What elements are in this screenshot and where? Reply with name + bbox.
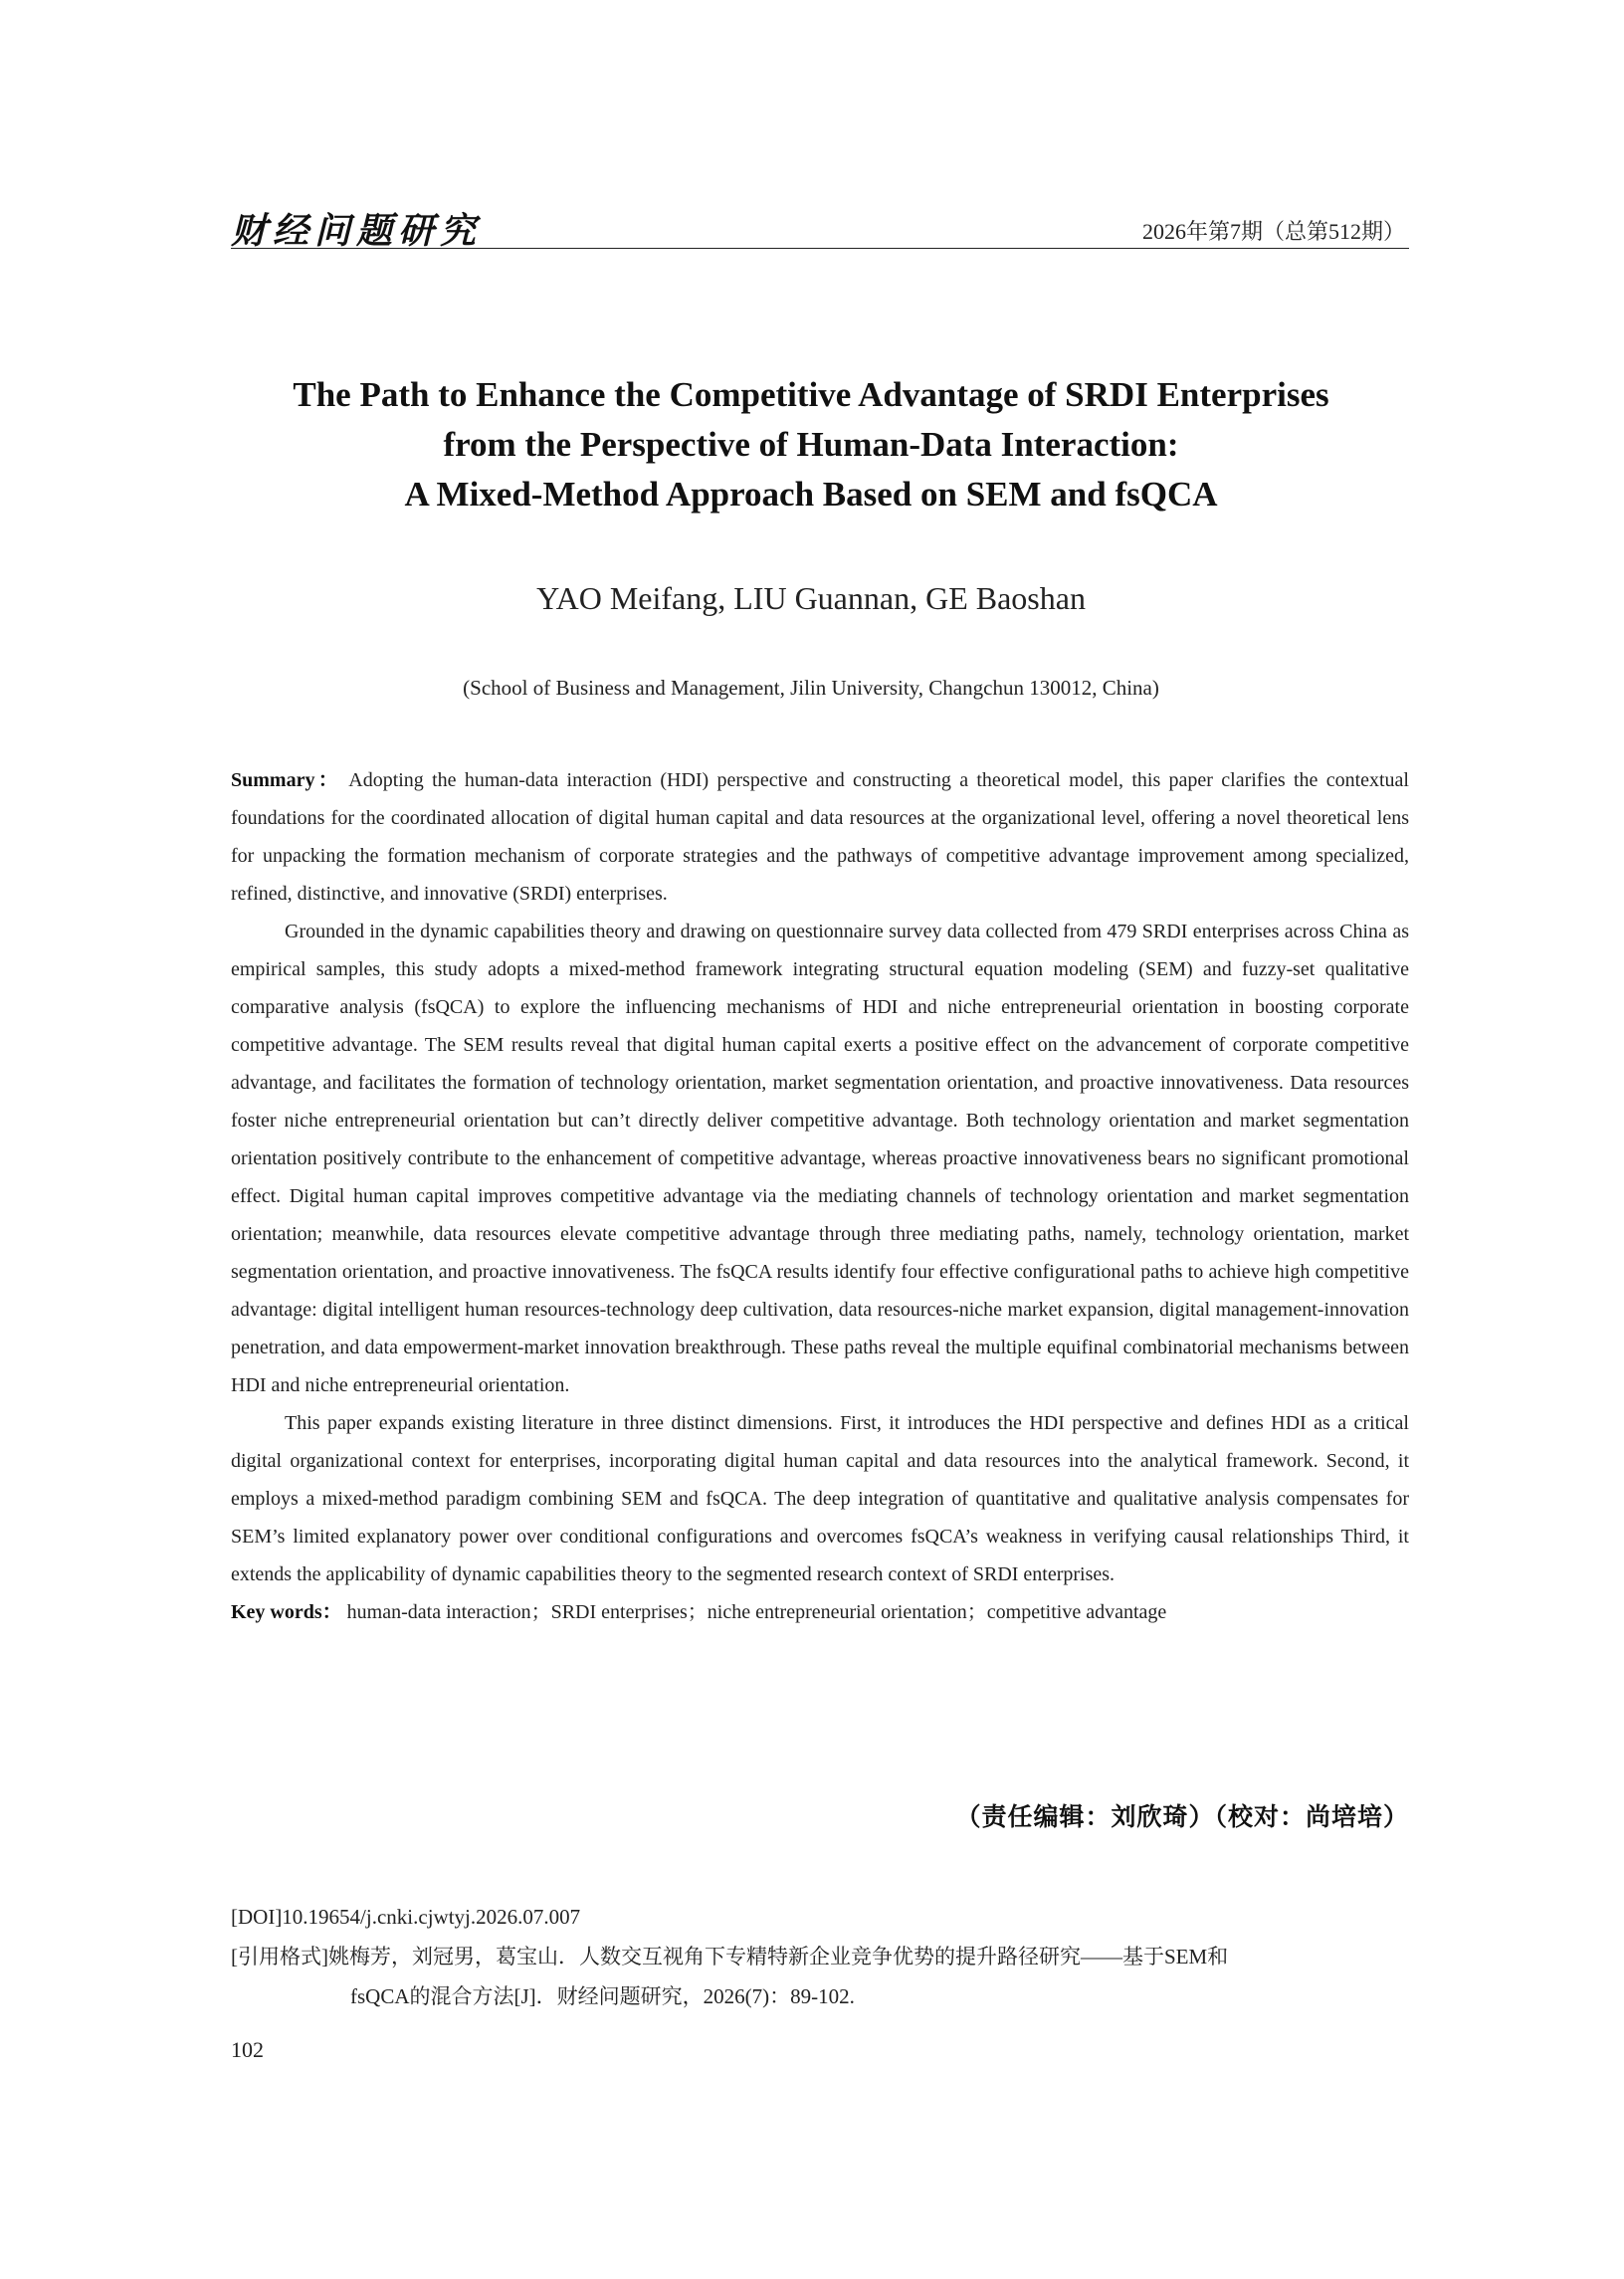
reference-block — [231, 1897, 1409, 2016]
author-list: YAO Meifang, LIU Guannan, GE Baoshan — [536, 580, 1086, 616]
summary-text: Adopting the human-data interaction (HDI) perspective and constructing a theoretical model, this paper clarifies the contextual foundations for the coordinated allocation of digital human capital and data resources at the organizational level, offering a novel theoretical lens for unpacking the formation mechanism of corporate strategies and the pathways of competitive advantage improvement among specialized, refined, distinctive, and innovative (SRDI) enterprises. — [231, 769, 1409, 905]
article-title — [149, 370, 1473, 519]
citation-line-1: [引用格式]姚梅芳，刘冠男，葛宝山．人数交互视角下专精特新企业竞争优势的提升路径研究——基于SEM和 — [231, 1945, 1229, 1968]
abstract-paragraph-2: Grounded in the dynamic capabilities theory and drawing on questionnaire survey data collected from 479 SRDI enterprises across China as empirical samples, this study adopts a mixed-method framework integrating structural equation modeling (SEM) and fuzzy-set qualitative comparative analysis (fsQCA) to explore the influencing mechanisms of HDI and niche entrepreneurial orientation in boosting corporate competitive advantage. The SEM results reveal that digital human capital exerts a positive effect on the advancement of corporate competitive advantage, and facilitates the formation of technology orientation, market segmentation orientation, and proactive innovativeness. Data resources foster niche entrepreneurial orientation but can’t directly deliver competitive advantage. Both technology orientation and market segmentation orientation positively contribute to the enhancement of competitive advantage, whereas proactive innovativeness bears no significant promotional effect. Digital human capital improves competitive advantage via the mediating channels of technology orientation and market segmentation orientation; meanwhile, data resources elevate competitive advantage through three mediating paths, namely, technology orientation, market segmentation orientation, and proactive innovativeness. The fsQCA results identify four effective configurational paths to achieve high competitive advantage: digital intelligent human resources-technology deep cultivation, data resources-niche market expansion, digital management-innovation penetration, and data empowerment-market innovation breakthrough. These paths reveal the multiple equifinal combinatorial mechanisms between HDI and niche entrepreneurial orientation. — [231, 921, 1409, 1396]
editor-note: （责任编辑：刘欣琦）（校对：尚培培） — [955, 1802, 1409, 1831]
title-line-2: from the Perspective of Human-Data Interaction: — [443, 425, 1179, 464]
abstract-paragraph-3: This paper expands existing literature in three distinct dimensions. First, it introduces the HDI perspective and defines HDI as a critical digital organizational context for enterprises, incorporating digital human capital and data resources into the analytical framework. Second, it employs a mixed-method paradigm combining SEM and fsQCA. The deep integration of quantitative and qualitative analysis compensates for SEM’s limited explanatory power over conditional configurations and overcomes fsQCA’s weakness in verifying causal relationships Third, it extends the applicability of dynamic capabilities theory to the segmented research context of SRDI enterprises. — [231, 1412, 1409, 1585]
citation-line-2: fsQCA的混合方法[J]．财经问题研究，2026(7)：89-102. — [350, 1984, 855, 2008]
summary-label: Summary： — [231, 769, 342, 791]
title-line-3: A Mixed-Method Approach Based on SEM and fsQCA — [404, 475, 1218, 514]
page-number: 102 — [231, 2037, 264, 2062]
page-header — [231, 201, 1409, 252]
keywords-line — [231, 1593, 1409, 1631]
summary-paragraph — [231, 761, 1409, 913]
keywords-text: human-data interaction；SRDI enterprises；niche entrepreneurial orientation；competitive advantage — [346, 1601, 1167, 1623]
doi-line: [DOI]10.19654/j.cnki.cjwtyj.2026.07.007 — [231, 1905, 581, 1929]
issue-info: 2026年第7期（总第512期） — [1141, 219, 1405, 244]
title-line-1: The Path to Enhance the Competitive Advantage of SRDI Enterprises — [293, 375, 1329, 414]
affiliation: (School of Business and Management, Jilin University, Changchun 130012, China) — [463, 676, 1159, 700]
journal-logo: 财经问题研究 — [231, 210, 483, 252]
abstract-body — [231, 761, 1409, 1631]
keywords-label: Key words： — [231, 1601, 342, 1623]
